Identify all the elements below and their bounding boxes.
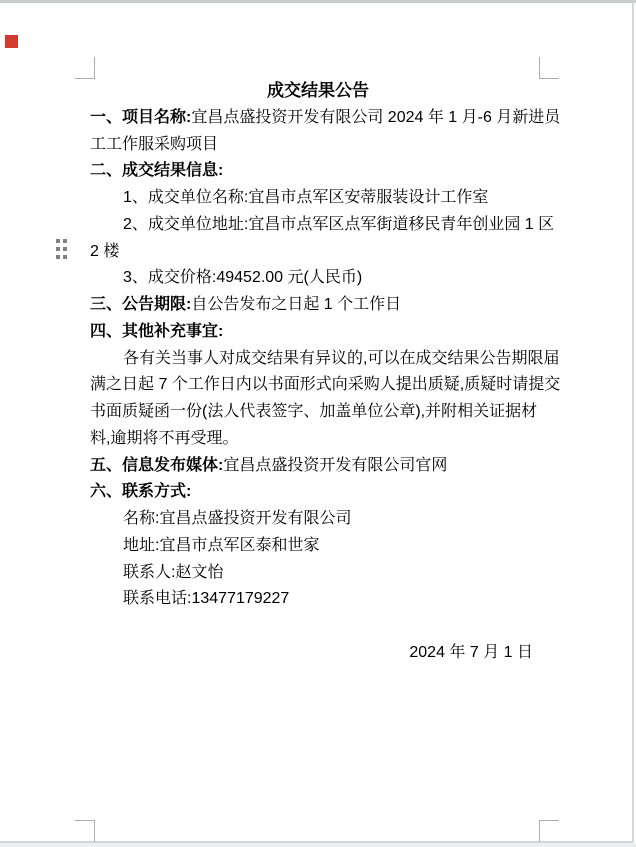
section-label: 三、公告期限: <box>90 296 192 313</box>
section-label: 四、其他补充事宜: <box>90 322 224 340</box>
section-label: 六、联系方式: <box>90 483 192 501</box>
line-winner-address-cont <box>90 239 546 266</box>
line-objection-para-4 <box>90 426 546 453</box>
doc-date: 2024 年 7 月 1 日 <box>409 643 533 661</box>
line-text: 2、成交单位地址:宜昌市点军区点军街道移民青年创业园 1 区 <box>123 215 555 233</box>
line-winner-name <box>90 185 546 212</box>
line-project-name-cont <box>90 132 546 159</box>
drag-handle-dot <box>63 247 67 251</box>
app-background-strip <box>0 843 636 847</box>
line-text: 1、成交单位名称:宜昌市点军区安蒂服装设计工作室 <box>123 189 489 206</box>
line-objection-para-3 <box>90 399 546 426</box>
line-text: 自公告发布之日起 1 个工作日 <box>191 296 402 313</box>
section-label: 二、成交结果信息: <box>90 162 224 180</box>
section-label: 五、信息发布媒体: <box>90 456 224 474</box>
drag-handle-dot <box>56 239 60 243</box>
margin-crop-mark-top-right <box>539 57 559 79</box>
page-right-edge <box>632 3 634 842</box>
drag-handle-dot <box>56 247 60 251</box>
line-text: 联系电话:13477179227 <box>123 590 290 608</box>
line-winner-address <box>90 212 555 239</box>
line-text: 料,逾期将不再受理。 <box>90 429 239 447</box>
line-project-name <box>90 105 561 132</box>
line-text: 2 楼 <box>90 242 120 260</box>
section-label: 一、项目名称: <box>90 108 192 126</box>
line-text: 各有关当事人对成交结果有异议的,可以在成交结果公告期限届 <box>123 349 560 367</box>
drag-handle-dot <box>63 239 67 243</box>
doc-title: 成交结果公告 <box>267 81 369 100</box>
line-contact-person <box>90 560 546 587</box>
drag-handle-dot <box>63 255 67 259</box>
line-objection-para-1 <box>90 346 560 373</box>
line-text: 联系人:赵文怡 <box>123 563 224 581</box>
line-text: 名称:宜昌点盛投资开发有限公司 <box>123 510 352 527</box>
line-contact-heading <box>90 479 546 506</box>
margin-crop-mark-bottom-right <box>539 820 559 842</box>
margin-crop-mark-bottom-left <box>75 820 95 842</box>
line-result-info-heading <box>90 158 546 185</box>
line-other-notes-heading <box>90 319 546 346</box>
paragraph-drag-handle-icon[interactable] <box>56 239 67 259</box>
line-text: 3、成交价格:49452.00 元(人民币) <box>123 269 363 287</box>
drag-handle-dot <box>56 255 60 259</box>
line-announcement-period <box>90 292 546 319</box>
line-text: 书面质疑函一份(法人代表签字、加盖单位公章),并附相关证据材 <box>90 403 538 420</box>
line-price <box>90 265 546 292</box>
margin-crop-mark-top-left <box>75 57 95 79</box>
line-text: 宜昌点盛投资开发有限公司 2024 年 1 月-6 月新进员 <box>191 108 561 126</box>
line-text: 工工作服采购项目 <box>90 135 219 153</box>
red-marker-icon <box>5 35 18 48</box>
line-contact-name <box>90 506 546 533</box>
line-text: 宜昌点盛投资开发有限公司官网 <box>223 456 448 474</box>
line-contact-address <box>90 533 546 560</box>
page-top-edge <box>0 0 636 3</box>
line-objection-para-2 <box>90 372 561 399</box>
line-text: 满之日起 7 个工作日内以书面形式向采购人提出质疑,质疑时请提交 <box>90 376 561 394</box>
line-text: 地址:宜昌市点军区泰和世家 <box>123 536 320 554</box>
document-body <box>90 78 561 667</box>
line-publish-media <box>90 453 546 480</box>
line-contact-phone <box>90 586 546 613</box>
